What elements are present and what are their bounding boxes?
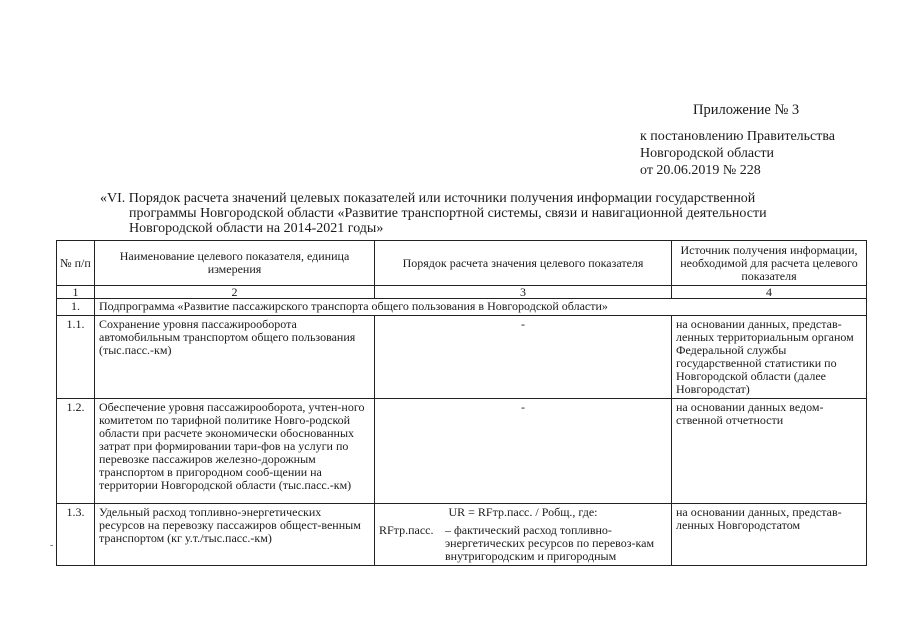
heading-line: «VI. Порядок расчета значений целевых показателей или источники получения информации государственной <box>100 191 756 206</box>
indicators-table <box>56 240 867 566</box>
calculation-method: - <box>375 399 672 504</box>
appendix-line: Новгородской области <box>640 146 774 161</box>
header-cell: Наименование целевого показателя, единица измерения <box>95 241 375 286</box>
formula-definition-text: – фактический расход топливно-энергетических ресурсов по перевоз-кам внутригородским и пригородным <box>445 523 655 563</box>
column-number: 4 <box>672 286 867 299</box>
table-row <box>57 399 867 504</box>
column-number: 1 <box>57 286 95 299</box>
appendix-title: Приложение № 3 <box>693 102 800 118</box>
formula-definition <box>379 524 667 563</box>
row-index: 1.1. <box>57 316 95 399</box>
table-row <box>57 504 867 566</box>
header-cell: Источник получения информации, необходимой для расчета целевого показателя <box>672 241 867 286</box>
information-source: на основании данных, представ-ленных Новгородстатом <box>672 504 867 566</box>
margin-mark: - <box>50 540 54 551</box>
formula: UR = RFтр.пасс. / Робщ., где: <box>448 505 598 519</box>
table-row <box>57 316 867 399</box>
information-source: на основании данных, представ-ленных территориальным органом Федеральной службы государственной статистики по Новгородской области (далее Новгородстат) <box>672 316 867 399</box>
table-header-row <box>57 241 867 286</box>
subprogram-row <box>57 299 867 316</box>
header-cell: № п/п <box>57 241 95 286</box>
formula-symbol: RFтр.пасс. <box>379 523 434 537</box>
row-index: 1.2. <box>57 399 95 504</box>
appendix-block <box>640 102 835 179</box>
heading-line: Новгородской области на 2014-2021 годы» <box>129 221 384 236</box>
column-number: 3 <box>375 286 672 299</box>
indicator-name: Удельный расход топливно-энергетических ресурсов на перевозку пассажиров общест-венным транспортом (кг у.т./тыс.пасс.-км) <box>95 504 375 566</box>
information-source: на основании данных ведом-ственной отчетности <box>672 399 867 504</box>
row-index: 1.3. <box>57 504 95 566</box>
section-heading <box>100 191 820 236</box>
column-number-row <box>57 286 867 299</box>
calculation-method <box>375 504 672 566</box>
row-index: 1. <box>57 299 95 316</box>
calculation-method: - <box>375 316 672 399</box>
appendix-line: к постановлению Правительства <box>640 129 836 144</box>
header-cell: Порядок расчета значения целевого показателя <box>375 241 672 286</box>
heading-line: программы Новгородской области «Развитие транспортной системы, связи и навигационной деятельности <box>129 206 767 221</box>
subprogram-title: Подпрограмма «Развитие пассажирского транспорта общего пользования в Новгородской области» <box>95 299 867 316</box>
indicator-name: Сохранение уровня пассажирооборота автомобильным транспортом общего пользования (тыс.пасс.-км) <box>95 316 375 399</box>
column-number: 2 <box>95 286 375 299</box>
appendix-line: от 20.06.2019 № 228 <box>640 163 761 178</box>
indicator-name: Обеспечение уровня пассажирооборота, учтен-ного комитетом по тарифной политике Новго-родской области при расчете экономически обоснованных затрат при формировании тари-фов на услуги по перевозке пассажиров железно-дорожным транспортом в пригородном сооб-щении на территории Новгородской области (тыс.пасс.-км) <box>95 399 375 504</box>
